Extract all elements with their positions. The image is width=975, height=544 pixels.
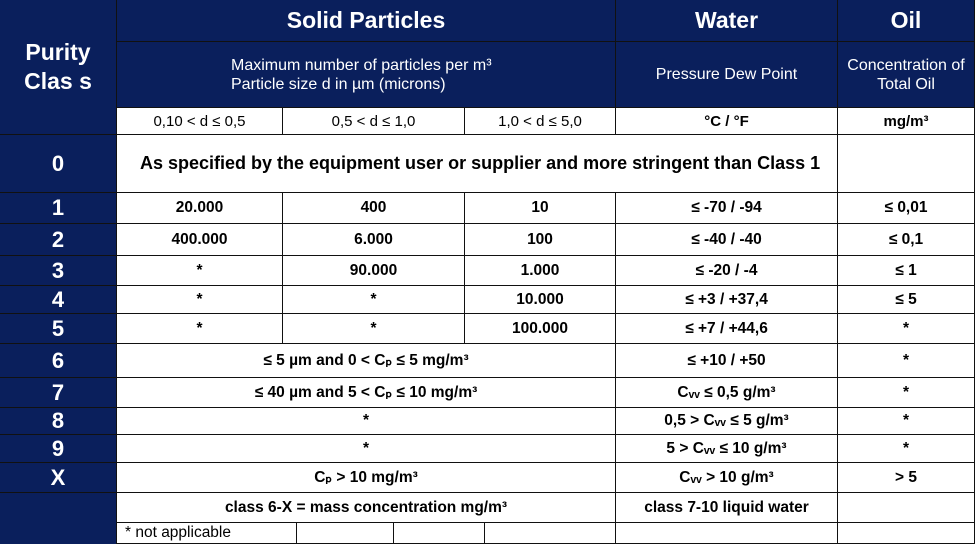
size-range-3: 1,0 < d ≤ 5,0 <box>465 108 616 135</box>
oil-concentration: * <box>838 408 975 435</box>
purity-class-label: Purity Clas s <box>24 39 92 94</box>
footer-blank-cell <box>297 523 394 544</box>
oil-header: Oil <box>838 0 975 42</box>
class-label: 0 <box>0 135 117 193</box>
particle-count-5-0: 100 <box>465 224 616 256</box>
class-label: 6 <box>0 344 117 378</box>
liquid-water-note: class 7-10 liquid water <box>616 493 838 523</box>
oil-subheader: Concentration of Total Oil <box>838 42 975 108</box>
particle-count-0-5: * <box>117 286 283 314</box>
class-label: 7 <box>0 378 117 408</box>
particle-count-5-0: 10 <box>465 193 616 224</box>
class-0-description: As specified by the equipment user or supplier and more stringent than Class 1 <box>117 135 838 193</box>
not-applicable-note: * not applicable <box>117 523 297 544</box>
water-dew-point: ≤ +7 / +44,6 <box>616 314 838 344</box>
class-0-oil <box>838 135 975 193</box>
size-range-2: 0,5 < d ≤ 1,0 <box>283 108 465 135</box>
particle-count-1-0: 6.000 <box>283 224 465 256</box>
class-label: 9 <box>0 435 117 463</box>
particle-count-0-5: * <box>117 256 283 286</box>
class-label: 1 <box>0 193 117 224</box>
footer-class-blank <box>0 493 117 544</box>
oil-concentration: ≤ 0,01 <box>838 193 975 224</box>
water-dew-point: Cᵥᵥ > 10 g/m³ <box>616 463 838 493</box>
footer-blank-cell <box>616 523 838 544</box>
solid-particles-header: Solid Particles <box>117 0 616 42</box>
solid-particles-value: * <box>117 408 616 435</box>
particle-count-0-5: * <box>117 314 283 344</box>
class-label: X <box>0 463 117 493</box>
water-dew-point: ≤ +3 / +37,4 <box>616 286 838 314</box>
water-dew-point: 0,5 > Cᵥᵥ ≤ 5 g/m³ <box>616 408 838 435</box>
footer-blank-cell <box>838 523 975 544</box>
oil-concentration: * <box>838 344 975 378</box>
oil-concentration: ≤ 1 <box>838 256 975 286</box>
mass-concentration-note: class 6-X = mass concentration mg/m³ <box>117 493 616 523</box>
water-subheader: Pressure Dew Point <box>616 42 838 108</box>
solid-particles-value: Cₚ > 10 mg/m³ <box>117 463 616 493</box>
water-header: Water <box>616 0 838 42</box>
water-dew-point: 5 > Cᵥᵥ ≤ 10 g/m³ <box>616 435 838 463</box>
oil-concentration: ≤ 5 <box>838 286 975 314</box>
water-unit: °C / °F <box>616 108 838 135</box>
solid-particles-value: ≤ 40 µm and 5 < Cₚ ≤ 10 mg/m³ <box>117 378 616 408</box>
particle-count-1-0: * <box>283 286 465 314</box>
oil-concentration: ≤ 0,1 <box>838 224 975 256</box>
particle-count-5-0: 100.000 <box>465 314 616 344</box>
class-label: 2 <box>0 224 117 256</box>
oil-unit: mg/m³ <box>838 108 975 135</box>
footer-oil-blank <box>838 493 975 523</box>
purity-class-header <box>0 0 117 135</box>
size-range-1: 0,10 < d ≤ 0,5 <box>117 108 283 135</box>
oil-concentration: * <box>838 314 975 344</box>
water-dew-point: ≤ -20 / -4 <box>616 256 838 286</box>
water-dew-point: Cᵥᵥ ≤ 0,5 g/m³ <box>616 378 838 408</box>
particle-count-0-5: 400.000 <box>117 224 283 256</box>
oil-concentration: * <box>838 378 975 408</box>
water-dew-point: ≤ +10 / +50 <box>616 344 838 378</box>
particle-count-0-5: 20.000 <box>117 193 283 224</box>
water-dew-point: ≤ -70 / -94 <box>616 193 838 224</box>
particle-count-1-0: 400 <box>283 193 465 224</box>
particle-count-1-0: 90.000 <box>283 256 465 286</box>
particle-count-1-0: * <box>283 314 465 344</box>
solid-particles-value: ≤ 5 µm and 0 < Cₚ ≤ 5 mg/m³ <box>117 344 616 378</box>
particle-count-5-0: 10.000 <box>465 286 616 314</box>
particle-count-5-0: 1.000 <box>465 256 616 286</box>
class-label: 5 <box>0 314 117 344</box>
oil-concentration: > 5 <box>838 463 975 493</box>
footer-blank-cell <box>485 523 616 544</box>
water-dew-point: ≤ -40 / -40 <box>616 224 838 256</box>
solid-particles-value: * <box>117 435 616 463</box>
oil-concentration: * <box>838 435 975 463</box>
footer-blank-cell <box>394 523 485 544</box>
class-label: 4 <box>0 286 117 314</box>
solid-particles-subheader: Maximum number of particles per m³ Particle size d in µm (microns) <box>117 42 616 108</box>
class-label: 8 <box>0 408 117 435</box>
class-label: 3 <box>0 256 117 286</box>
